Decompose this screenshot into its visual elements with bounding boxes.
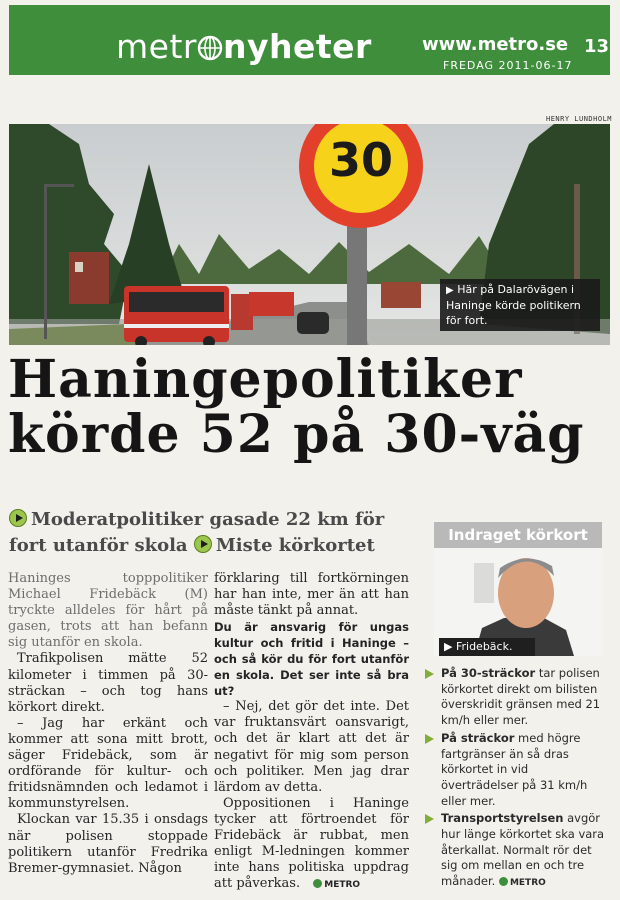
masthead-logo	[116, 27, 372, 66]
headline	[8, 349, 612, 465]
headline-line-1: Haningepolitiker	[8, 349, 523, 410]
globe-icon	[197, 35, 223, 61]
article-paragraph: förklaring till fortkörningen har han inte, mer än att han måste tänkt på annat.	[214, 571, 409, 619]
play-bullet-icon	[194, 535, 212, 553]
issue-date: FREDAG 2011-06-17	[443, 59, 573, 72]
logo-part-metro: metr	[116, 27, 197, 66]
play-bullet-icon	[9, 509, 27, 527]
metro-dot-icon	[499, 877, 508, 886]
fact-item	[421, 811, 605, 892]
portrait-caption: ▶ Fridebäck.	[439, 638, 535, 656]
speed-sign-number: 30	[328, 133, 394, 187]
article-paragraph: Klockan var 15.35 i onsdags när polisen stoppade politikern utanför Fredrika Bremer-gymnasiet. Någon	[8, 812, 208, 876]
article-paragraph: – Nej, det gör det inte. Det var fruktansvärt oansvarigt, och det är klart att det är negativt för mig som person och politiker. Men jag drar lärdom av detta.	[214, 699, 409, 795]
headline-line-2: körde 52 på 30-väg	[8, 404, 585, 465]
fact-text: avgör hur länge körkortet ska vara återkallat. Normalt rör det sig om mellan en och tre månader.	[441, 811, 605, 889]
photo-credit: HENRY LUNDHOLM	[546, 115, 613, 123]
portrait-caption-text: Fridebäck.	[455, 640, 513, 653]
subheadline	[9, 507, 409, 559]
fact-item	[421, 731, 605, 810]
article-paragraph: – Jag har erkänt och kommer att sona mitt brott, säger Fridebäck, som är ordförande för kultur- och fritidsnämnden och ledamot i kommunstyrelsen.	[8, 715, 208, 812]
logo-part-nyheter: nyheter	[222, 27, 372, 66]
fact-item	[421, 666, 605, 729]
subhead-part-1: Moderatpolitiker gasade 22 km för fort utanför skola	[9, 509, 385, 556]
article-paragraph: Trafikpolisen mätte 52 kilometer i timmen på 30-sträckan – och tog hans körkort direkt.	[8, 651, 208, 715]
factbox-title: Indraget körkort	[434, 522, 602, 548]
fact-text: med högre fartgränser än så dras körkortet in vid överträdelser på 31 km/h eller mer.	[441, 730, 588, 808]
article-column-2	[214, 571, 409, 893]
end-tag-label: METRO	[509, 878, 546, 889]
metro-dot-icon	[313, 879, 322, 888]
fact-lead: På sträckor	[441, 730, 515, 745]
article-column-1	[8, 571, 208, 877]
page-number: 13	[584, 36, 610, 57]
factbox-list	[421, 666, 605, 894]
article-lead: Haninges topppolitiker Michael Fridebäck (M) tryckte alldeles för hårt på gasen, trots att han befann sig utanför en skola.	[8, 571, 208, 651]
masthead-bar	[9, 5, 610, 75]
end-tag-label: METRO	[324, 880, 361, 891]
fact-text: tar polisen körkortet direkt om bilisten överskridit gränsen med 21 km/h eller mer.	[441, 666, 601, 728]
article-paragraph-text: Oppositionen i Haninge tycker att förtroendet för Fridebäck är rubbat, men enligt M-ledningen kommer inte hans politiska uppdrag att påverkas.	[214, 795, 409, 892]
photo-caption	[440, 279, 600, 331]
subhead-part-2: Miste körkortet	[215, 535, 375, 556]
news-photo	[9, 124, 610, 345]
interview-question: Du är ansvarig för ungas kultur och fritid i Haninge – och så kör du för fort utanför en skola. Det ser inte så bra ut?	[214, 620, 409, 699]
article-paragraph	[214, 796, 409, 894]
site-url: www.metro.se	[422, 34, 569, 55]
fact-lead: På 30-sträckor	[441, 666, 536, 680]
fact-lead: Transportstyrelsen	[441, 811, 564, 826]
metro-end-tag	[304, 877, 360, 893]
metro-end-tag	[499, 876, 546, 892]
caption-arrow-icon: ▶	[446, 285, 454, 296]
photo-caption-text: Här på Dalarövägen i Haninge körde politikern för fort.	[446, 283, 581, 327]
